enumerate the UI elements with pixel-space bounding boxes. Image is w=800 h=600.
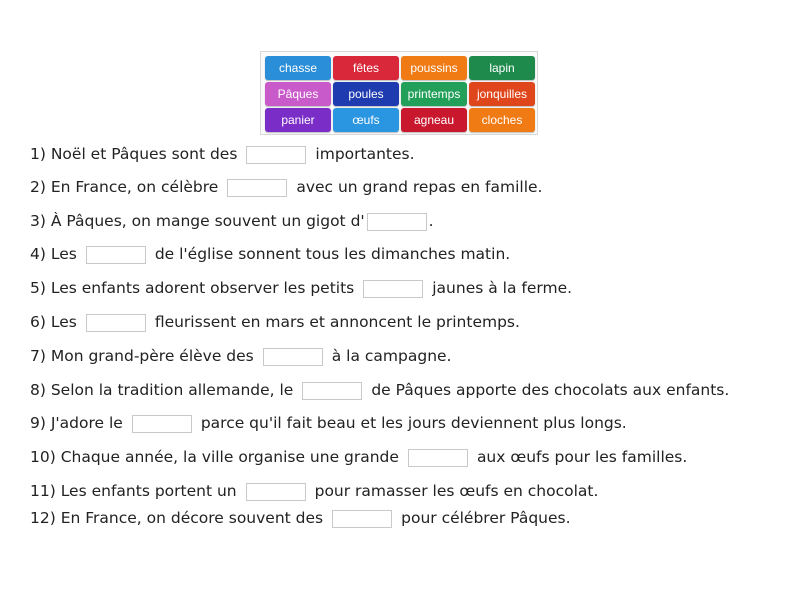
sentence-1 xyxy=(30,143,415,165)
sentence-text: 8) Selon la tradition allemande, le xyxy=(30,381,294,399)
answer-blank[interactable] xyxy=(363,280,423,298)
sentence-text: parce qu'il fait beau et les jours deviennent plus longs. xyxy=(200,414,627,432)
answer-blank[interactable] xyxy=(132,415,192,433)
answer-blank[interactable] xyxy=(263,348,323,366)
sentence-4 xyxy=(30,243,510,265)
sentence-text: 10) Chaque année, la ville organise une grande xyxy=(30,448,399,466)
word-tile-panier[interactable]: panier xyxy=(265,108,331,132)
sentence-text: 2) En France, on célèbre xyxy=(30,178,219,196)
word-tile-lapin[interactable]: lapin xyxy=(469,56,535,80)
answer-blank[interactable] xyxy=(302,382,362,400)
sentence-10 xyxy=(30,446,687,468)
sentence-text: aux œufs pour les familles. xyxy=(476,448,688,466)
answer-blank[interactable] xyxy=(367,213,427,231)
sentence-text: à la campagne. xyxy=(331,347,452,365)
sentence-text: jaunes à la ferme. xyxy=(432,279,573,297)
sentence-text: 6) Les xyxy=(30,313,77,331)
sentence-8 xyxy=(30,379,729,401)
sentence-2 xyxy=(30,176,543,198)
sentence-11 xyxy=(30,480,598,502)
answer-blank[interactable] xyxy=(408,449,468,467)
word-tile-fetes[interactable]: fêtes xyxy=(333,56,399,80)
word-tile-cloches[interactable]: cloches xyxy=(469,108,535,132)
answer-blank[interactable] xyxy=(227,179,287,197)
sentence-text: . xyxy=(428,212,434,230)
sentence-text: importantes. xyxy=(315,145,415,163)
sentence-text: de Pâques apporte des chocolats aux enfants. xyxy=(371,381,730,399)
sentence-text: 3) À Pâques, on mange souvent un gigot d' xyxy=(30,212,365,230)
answer-blank[interactable] xyxy=(332,510,392,528)
sentence-text: 7) Mon grand-père élève des xyxy=(30,347,254,365)
sentence-text: 5) Les enfants adorent observer les petits xyxy=(30,279,355,297)
sentence-text: pour ramasser les œufs en chocolat. xyxy=(314,482,599,500)
sentence-12 xyxy=(30,507,571,529)
word-tile-oeufs[interactable]: œufs xyxy=(333,108,399,132)
word-tile-paques[interactable]: Pâques xyxy=(265,82,331,106)
answer-blank[interactable] xyxy=(246,483,306,501)
sentence-9 xyxy=(30,412,627,434)
word-tile-poules[interactable]: poules xyxy=(333,82,399,106)
sentence-text: de l'église sonnent tous les dimanches matin. xyxy=(154,245,511,263)
sentence-text: 1) Noël et Pâques sont des xyxy=(30,145,238,163)
word-tile-chasse[interactable]: chasse xyxy=(265,56,331,80)
sentence-6 xyxy=(30,311,520,333)
sentence-7 xyxy=(30,345,452,367)
sentence-text: pour célébrer Pâques. xyxy=(401,509,571,527)
sentence-text: 9) J'adore le xyxy=(30,414,123,432)
sentence-text: 11) Les enfants portent un xyxy=(30,482,237,500)
word-tile-poussins[interactable]: poussins xyxy=(401,56,467,80)
answer-blank[interactable] xyxy=(86,246,146,264)
sentence-text: fleurissent en mars et annoncent le printemps. xyxy=(154,313,520,331)
answer-blank[interactable] xyxy=(86,314,146,332)
sentence-5 xyxy=(30,277,572,299)
sentence-3 xyxy=(30,210,434,232)
sentence-text: 12) En France, on décore souvent des xyxy=(30,509,324,527)
word-tile-printemps[interactable]: printemps xyxy=(401,82,467,106)
sentence-text: 4) Les xyxy=(30,245,77,263)
word-tile-agneau[interactable]: agneau xyxy=(401,108,467,132)
answer-blank[interactable] xyxy=(246,146,306,164)
word-tile-jonquilles[interactable]: jonquilles xyxy=(469,82,535,106)
sentence-text: avec un grand repas en famille. xyxy=(296,178,543,196)
word-bank xyxy=(260,51,538,135)
